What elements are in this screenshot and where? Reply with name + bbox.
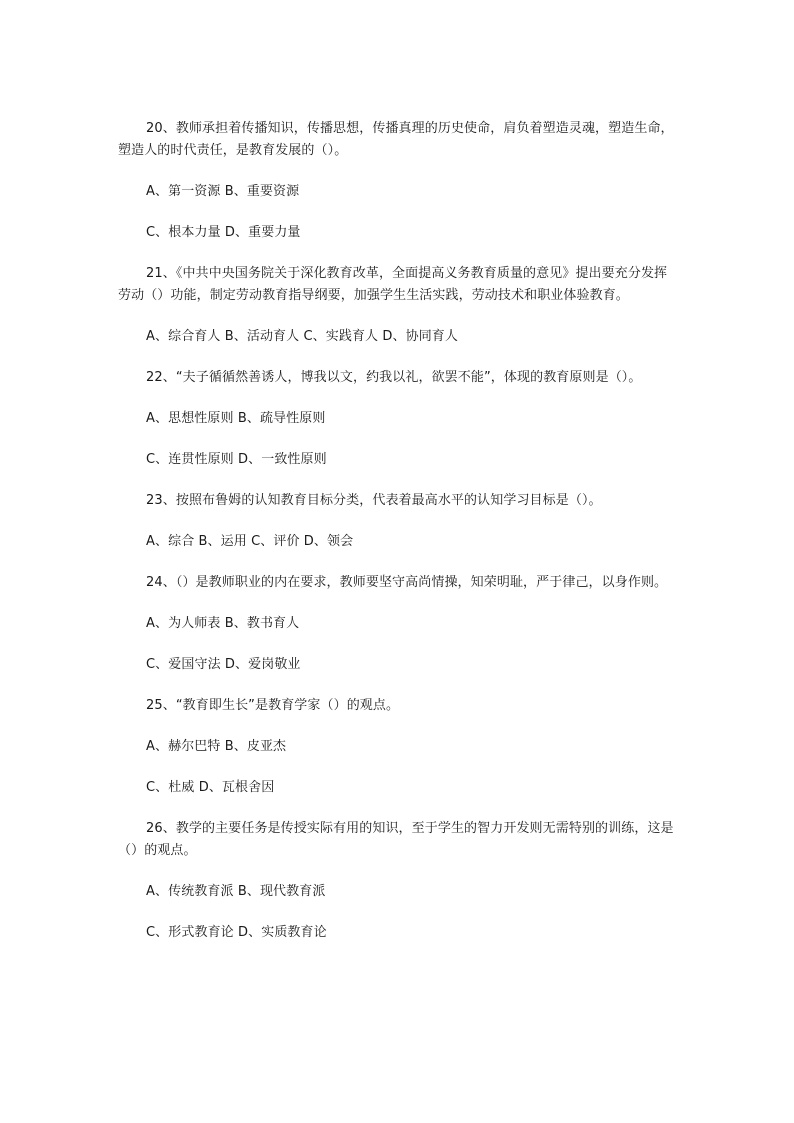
options-25-ab: A、赫尔巴特 B、皮亚杰 [146, 739, 287, 754]
question-26: 26、教学的主要任务是传授实际有用的知识，至于学生的智力开发则无需特别的训练，这是（）的观点。 [118, 821, 674, 858]
options-24-ab: A、为人师表 B、教书育人 [146, 616, 300, 631]
question-24: 24、（）是教师职业的内在要求，教师要坚守高尚情操，知荣明耻，严于律己，以身作则。 [146, 575, 668, 590]
options-23: A、综合 B、运用 C、评价 D、领会 [146, 534, 354, 549]
options-20-ab: A、第一资源 B、重要资源 [146, 184, 300, 199]
document-page [118, 118, 678, 963]
question-20: 20、教师承担着传播知识，传播思想，传播真理的历史使命，肩负着塑造灵魂，塑造生命，塑造人的时代责任，是教育发展的（）。 [118, 121, 674, 158]
question-25: 25、“教育即生长”是教育学家（）的观点。 [146, 698, 400, 713]
question-23: 23、按照布鲁姆的认知教育目标分类，代表着最高水平的认知学习目标是（）。 [146, 493, 602, 508]
options-26-cd: C、形式教育论 D、实质教育论 [146, 925, 327, 940]
question-22: 22、“夫子循循然善诱人，博我以文，约我以礼，欲罢不能”，体现的教育原则是（）。 [146, 370, 642, 385]
question-21: 21、《中共中央国务院关于深化教育改革，全面提高义务教育质量的意见》提出要充分发挥劳动（）功能，制定劳动教育指导纲要，加强学生生活实践，劳动技术和职业体验教育。 [118, 266, 668, 303]
options-22-cd: C、连贯性原则 D、一致性原则 [146, 452, 327, 467]
options-24-cd: C、爱国守法 D、爱岗敬业 [146, 657, 301, 672]
options-22-ab: A、思想性原则 B、疏导性原则 [146, 411, 326, 426]
options-25-cd: C、杜威 D、瓦根舍因 [146, 780, 275, 795]
options-21: A、综合育人 B、活动育人 C、实践育人 D、协同育人 [146, 329, 458, 344]
options-20-cd: C、根本力量 D、重要力量 [146, 225, 301, 240]
options-26-ab: A、传统教育派 B、现代教育派 [146, 884, 326, 899]
